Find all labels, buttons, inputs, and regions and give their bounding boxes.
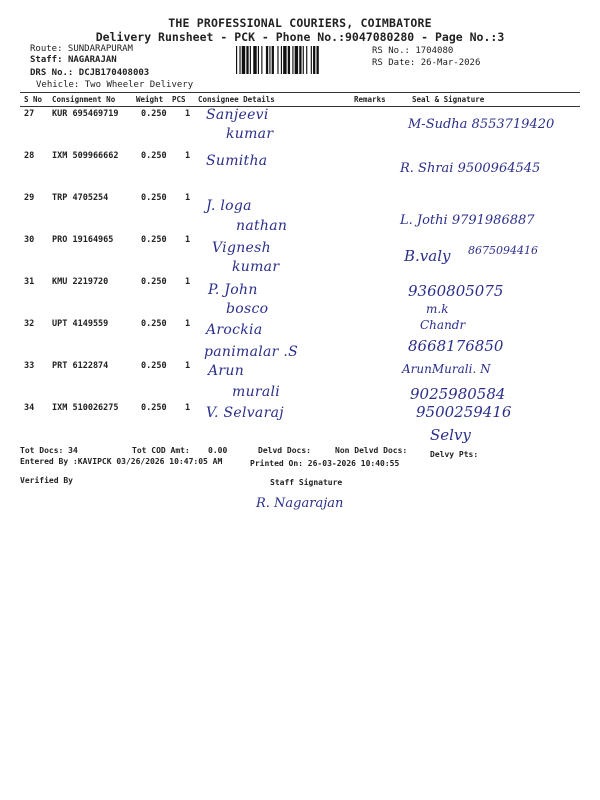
- row-seal-line2: 9025980584: [410, 385, 506, 403]
- row-consignee-line1: J. loga: [206, 198, 252, 214]
- delivery-points: Delvy Pts:: [430, 450, 479, 459]
- drs: [30, 68, 149, 78]
- row-seal-signature: 9360805075: [408, 282, 504, 300]
- delivered-docs: Delvd Docs:: [258, 446, 311, 455]
- row-sno: 31: [24, 277, 35, 287]
- row-seal-signature: ArunMurali. N: [402, 362, 491, 376]
- row-consignment: PRO 19164965: [52, 235, 114, 245]
- row-weight: 0.250: [141, 403, 167, 413]
- row-pcs: 1: [185, 235, 191, 245]
- rs-date: RS Date: 26-Mar-2026: [372, 58, 481, 68]
- col-seal: Seal & Signature: [412, 95, 485, 104]
- row-sno: 33: [24, 361, 35, 371]
- row-consignee-line2: murali: [232, 384, 281, 400]
- route: Route: SUNDARAPURAM: [30, 44, 133, 54]
- printed-on: Printed On: 26-03-2026 10:40:55: [250, 459, 400, 468]
- row-pcs: 1: [185, 151, 191, 161]
- total-cod-value: 0.00: [208, 446, 228, 455]
- row-consignee-line1: Arun: [208, 363, 245, 379]
- row-sno: 28: [24, 151, 35, 161]
- row-consignment: IXM 509966662: [52, 151, 119, 161]
- row-seal-signature: Chandr: [420, 318, 466, 332]
- row-consignment: TRP 4705254: [52, 193, 109, 203]
- drs-number: DCJB170408003: [78, 68, 150, 78]
- col-consignment: Consignment No: [52, 95, 116, 104]
- row-consignee-line1: V. Selvaraj: [206, 405, 284, 421]
- row-consignment: IXM 510026275: [52, 403, 119, 413]
- staff-signature-label: Staff Signature: [270, 478, 343, 487]
- row-sno: 27: [24, 109, 35, 119]
- row-weight: 0.250: [141, 319, 167, 329]
- total-docs: Tot Docs: 34: [20, 446, 78, 455]
- entered-by: Entered By :KAVIPCK 03/26/2026 10:47:05 AM: [20, 457, 223, 466]
- row-weight: 0.250: [141, 193, 167, 203]
- row-sno: 34: [24, 403, 35, 413]
- row-pcs: 1: [185, 193, 191, 203]
- row-sno: 32: [24, 319, 35, 329]
- row-consignee-line2: kumar: [232, 259, 280, 275]
- row-consignment: KMU 2219720: [52, 277, 109, 287]
- header-top-rule: [20, 92, 580, 93]
- row-weight: 0.250: [141, 277, 167, 287]
- row-consignment: UPT 4149559: [52, 319, 109, 329]
- row-seal-signature: M-Sudha 8553719420: [408, 117, 555, 132]
- row-seal-line2: m.k: [426, 302, 449, 316]
- col-consignee: Consignee Details: [198, 95, 275, 104]
- staff-signature: R. Nagarajan: [256, 496, 344, 511]
- rs-number: RS No.: 1704080: [372, 46, 454, 56]
- row-seal-signature: B.valy: [404, 247, 451, 265]
- non-delivered-docs: Non Delvd Docs:: [335, 446, 408, 455]
- row-seal-signature: L. Jothi 9791986887: [400, 213, 535, 228]
- row-seal-signature: R. Shrai 9500964545: [400, 161, 541, 176]
- row-sno: 30: [24, 235, 35, 245]
- row-consignee-line1: Vignesh: [212, 240, 271, 256]
- company-name: THE PROFESSIONAL COURIERS, COIMBATORE: [168, 16, 432, 30]
- row-pcs: 1: [185, 319, 191, 329]
- row-pcs: 1: [185, 403, 191, 413]
- row-consignee-line1: Sanjeevi: [206, 107, 269, 123]
- row-pcs: 1: [185, 277, 191, 287]
- barcode-image: [236, 46, 368, 74]
- row-consignee-line2: panimalar .S: [204, 344, 299, 360]
- row-consignee-line1: Sumitha: [206, 153, 268, 169]
- vehicle: Vehicle: Two Wheeler Delivery: [36, 80, 194, 90]
- row-seal-line2: 8675094416: [468, 244, 538, 257]
- row-consignee-line2: nathan: [236, 218, 288, 234]
- col-weight: Weight: [136, 95, 164, 104]
- row-pcs: 1: [185, 361, 191, 371]
- staff: [30, 55, 117, 65]
- row-seal-line2: 8668176850: [408, 337, 504, 355]
- staff-label: Staff:: [30, 55, 63, 65]
- row-weight: 0.250: [141, 109, 167, 119]
- row-seal-line2: Selvy: [430, 426, 471, 444]
- row-consignment: KUR 695469719: [52, 109, 119, 119]
- row-consignee-line2: kumar: [226, 126, 274, 142]
- row-seal-signature: 9500259416: [416, 403, 512, 421]
- row-consignee-line2: bosco: [226, 301, 269, 317]
- col-remarks: Remarks: [354, 95, 386, 104]
- verified-by: Verified By: [20, 476, 73, 485]
- total-cod-label: Tot COD Amt:: [132, 446, 190, 455]
- header-bottom-rule: [20, 106, 580, 107]
- staff-name: NAGARAJAN: [67, 55, 117, 65]
- row-weight: 0.250: [141, 151, 167, 161]
- col-sno: S No: [24, 95, 43, 104]
- row-consignee-line1: Arockia: [206, 322, 263, 338]
- row-sno: 29: [24, 193, 35, 203]
- runsheet-title: Delivery Runsheet - PCK - Phone No.:9047080280 - Page No.:3: [95, 30, 505, 44]
- row-consignee-line1: P. John: [208, 282, 258, 298]
- drs-label: DRS No.:: [30, 68, 74, 78]
- col-pcs: PCS: [172, 95, 186, 104]
- row-weight: 0.250: [141, 235, 167, 245]
- row-consignment: PRT 6122874: [52, 361, 109, 371]
- row-pcs: 1: [185, 109, 191, 119]
- row-weight: 0.250: [141, 361, 167, 371]
